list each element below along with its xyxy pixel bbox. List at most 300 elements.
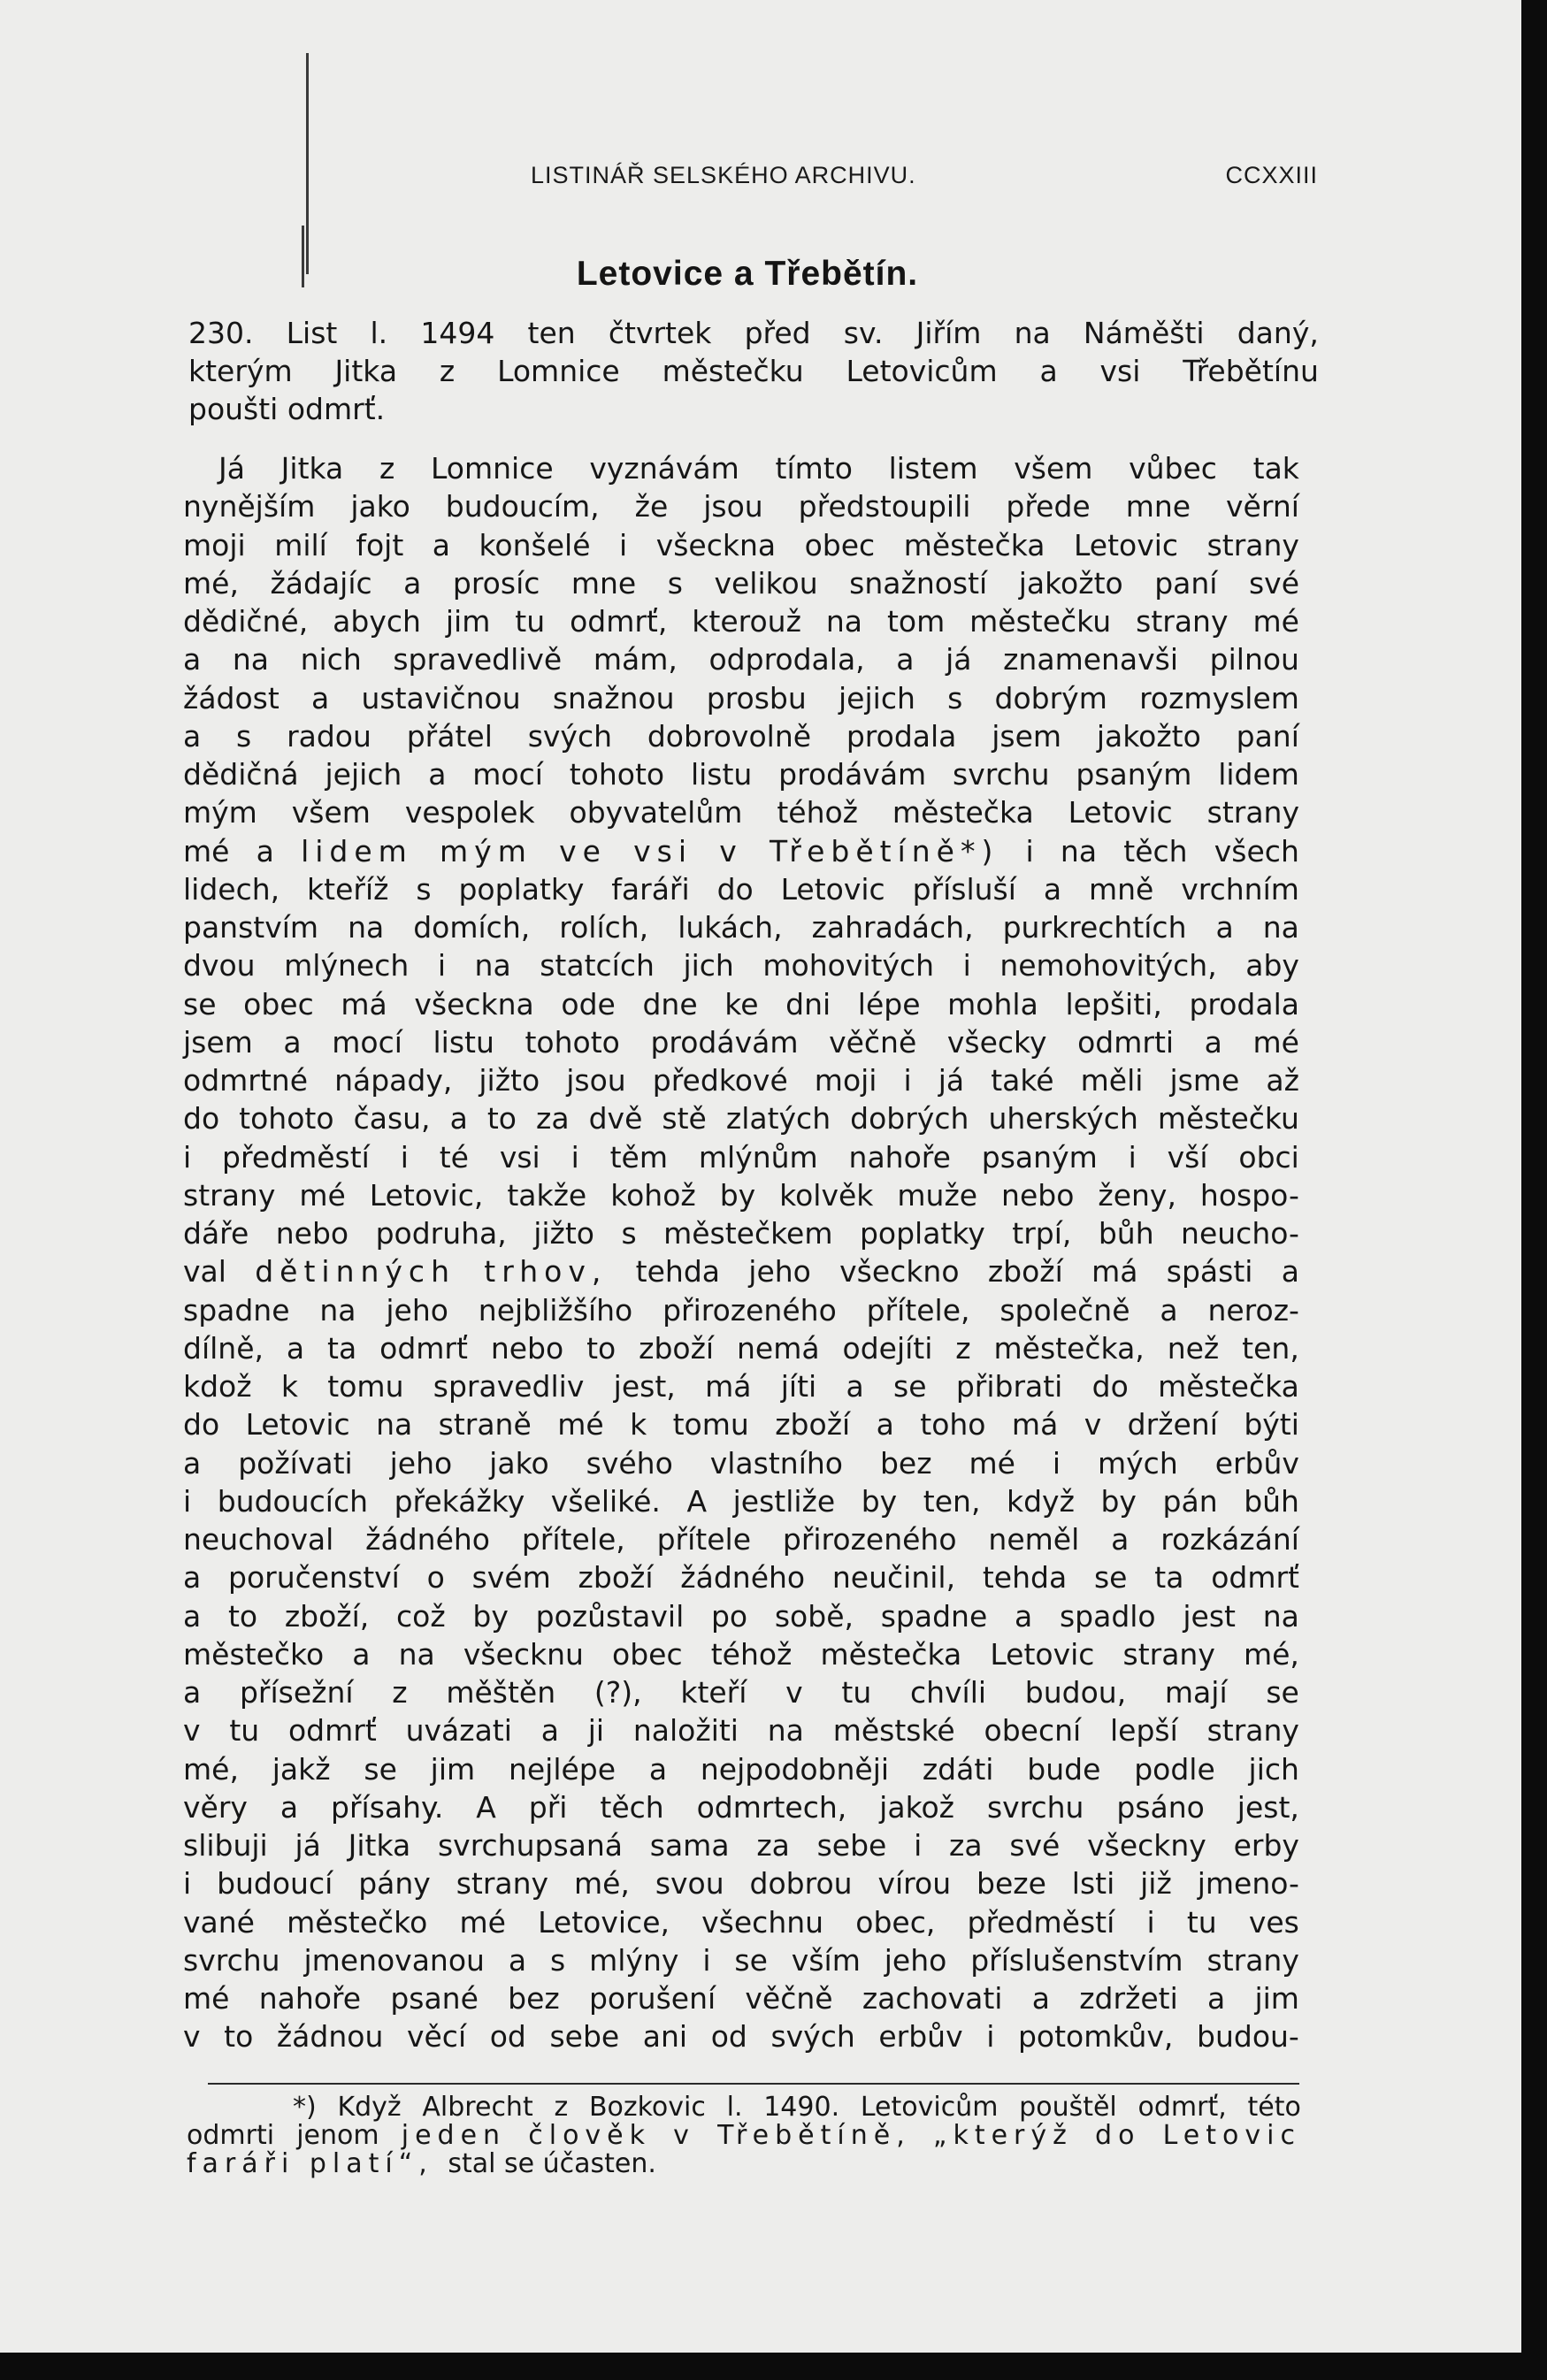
word: sama — [649, 1828, 730, 1863]
word: zlatých — [725, 1101, 831, 1136]
word: panstvím — [183, 910, 319, 945]
word: 1494 — [420, 316, 495, 350]
word: strany — [1122, 1636, 1215, 1672]
word: městečko — [183, 1636, 325, 1672]
word: l. — [370, 316, 388, 350]
word: se — [504, 2148, 543, 2179]
word: sebe — [816, 1828, 887, 1863]
word: i — [437, 948, 446, 983]
word: rolích, — [559, 910, 649, 945]
word: neučinil, — [831, 1560, 956, 1596]
word: obec, — [855, 1904, 936, 1940]
word: jako — [350, 489, 410, 524]
word: účasten. — [542, 2148, 656, 2179]
word: tohoto — [569, 757, 665, 792]
word: takže — [507, 1177, 587, 1213]
word: vespolek — [404, 795, 535, 830]
word: odmrť — [379, 1330, 468, 1366]
word: na — [1262, 910, 1299, 945]
word: do — [183, 1101, 220, 1136]
word: až — [1266, 1063, 1299, 1098]
word: předměstí — [967, 1904, 1115, 1940]
word: prodávám — [778, 757, 927, 792]
word: prodala — [846, 718, 957, 754]
word: v — [785, 1675, 803, 1710]
word: mé — [1252, 1024, 1299, 1060]
word: ji — [587, 1713, 605, 1749]
word: a — [1039, 354, 1058, 388]
word: jim — [1254, 1981, 1299, 2016]
word: odejíti — [842, 1330, 933, 1366]
word: milí — [274, 527, 327, 562]
word: své — [1009, 1828, 1061, 1863]
word: nemohovitých, — [999, 948, 1217, 983]
word: s — [236, 718, 252, 754]
word: 230. — [188, 316, 254, 350]
word: lukách, — [678, 910, 783, 945]
word: městečka — [903, 527, 1045, 562]
word: a — [311, 680, 330, 716]
word: tom — [886, 604, 946, 639]
word: kteříž — [307, 871, 389, 907]
word: člověk — [528, 2120, 652, 2151]
word: všecky — [946, 1024, 1047, 1060]
word: od — [710, 2019, 747, 2055]
word: dne — [642, 986, 698, 1022]
word: tu — [515, 604, 546, 639]
word: na — [348, 910, 385, 945]
word: a — [540, 1713, 559, 1749]
word: Letovicům — [860, 2092, 999, 2123]
word: těm — [609, 1139, 668, 1175]
word: mé, — [1243, 1636, 1299, 1672]
word: psané — [390, 1981, 479, 2016]
word: mým — [183, 795, 257, 830]
word: nebo — [275, 1216, 349, 1251]
word: když — [1007, 1483, 1075, 1519]
footnote-line — [187, 2150, 1301, 2178]
word: Jiřím — [915, 316, 982, 350]
word: měštěn — [446, 1675, 556, 1710]
word: na — [398, 1636, 435, 1672]
body-line — [183, 1711, 1299, 1749]
document-body — [183, 449, 1299, 2056]
word: pán — [1162, 1483, 1218, 1519]
word: příslušenstvím — [970, 1942, 1183, 1978]
word: ode — [561, 986, 616, 1022]
word: já — [946, 642, 972, 677]
word: tohoto — [239, 1101, 334, 1136]
word: mně — [1088, 871, 1154, 907]
word: to — [486, 1101, 517, 1136]
word: městečku — [662, 354, 804, 388]
word: ten — [527, 316, 576, 350]
word: faráři — [187, 2148, 310, 2179]
word: téhož — [777, 795, 858, 830]
word: na — [319, 1292, 356, 1328]
word: mocí — [332, 1024, 402, 1060]
word: nápady, — [334, 1063, 453, 1098]
word: i — [962, 948, 971, 983]
body-line — [183, 985, 1299, 1023]
word: odmrtech, — [696, 1789, 847, 1825]
word: uherských — [988, 1101, 1138, 1136]
word: v — [183, 1713, 201, 1749]
body-line — [183, 946, 1299, 984]
word: přísahy. — [331, 1789, 444, 1825]
word: tak — [1252, 451, 1299, 486]
word: poručenství — [228, 1560, 400, 1596]
word: přítele — [656, 1522, 752, 1557]
body-line — [183, 832, 1299, 870]
word: jsem — [183, 1024, 253, 1060]
word: do — [1095, 2120, 1141, 2151]
word: psaným — [1076, 757, 1192, 792]
word: Letovic — [1073, 527, 1179, 562]
word: listu — [433, 1024, 494, 1060]
word: i — [1025, 833, 1034, 869]
word: že — [634, 489, 669, 524]
word: vrchním — [1181, 871, 1299, 907]
word: mých — [1098, 1445, 1178, 1481]
word: beze — [976, 1866, 1046, 1902]
word: tu — [841, 1675, 872, 1710]
word: Lomnice — [497, 354, 620, 388]
word: na — [232, 642, 269, 677]
word: s — [947, 680, 963, 716]
word: obci — [1238, 1139, 1299, 1175]
word: vsi — [1099, 354, 1141, 388]
word: na — [474, 948, 511, 983]
footnote — [187, 2093, 1301, 2178]
word: erbův — [878, 2019, 963, 2055]
word: lidech, — [183, 871, 280, 907]
word: přirozeného — [662, 1292, 837, 1328]
word: dětinných — [255, 1254, 456, 1289]
word: a — [648, 1751, 668, 1787]
word: ves — [1248, 1904, 1299, 1940]
word: *) — [293, 2092, 317, 2123]
word: věčně — [745, 1981, 833, 2016]
word: snažnou — [552, 680, 675, 716]
word: odmrť — [287, 1713, 377, 1749]
word: rozkázání — [1160, 1522, 1299, 1557]
word: mocí — [472, 757, 543, 792]
word: a — [508, 1942, 527, 1978]
word: do — [1091, 1369, 1129, 1404]
word: mé, — [573, 1866, 630, 1902]
word: s — [550, 1942, 566, 1978]
word: i — [400, 1139, 409, 1175]
word: spadne — [183, 1292, 290, 1328]
word: času, — [353, 1101, 431, 1136]
word: z — [554, 2092, 569, 2123]
word: vírou — [877, 1866, 952, 1902]
word: obyvatelům — [569, 795, 743, 830]
word: jim — [445, 604, 491, 639]
word: odmrť, — [1137, 2092, 1227, 2123]
word: všechnu — [701, 1904, 824, 1940]
body-line — [183, 1597, 1299, 1635]
word: jenom — [296, 2120, 379, 2151]
word: lépe — [857, 986, 921, 1022]
word: i — [1146, 1904, 1155, 1940]
word: „kterýž — [932, 2120, 1073, 2151]
word: psáno — [1116, 1789, 1205, 1825]
word: uvázati — [405, 1713, 512, 1749]
word: přítele, — [521, 1522, 625, 1557]
word: i — [619, 527, 628, 562]
word: mé — [557, 1407, 604, 1443]
word: spadlo — [1059, 1598, 1156, 1634]
word: obec — [804, 527, 876, 562]
word: pilnou — [1209, 642, 1299, 677]
body-line — [183, 1291, 1299, 1329]
word: A — [476, 1789, 496, 1825]
word: Letovice, — [538, 1904, 670, 1940]
word: pány — [358, 1866, 431, 1902]
running-header — [531, 162, 1318, 189]
body-line — [183, 1864, 1299, 1902]
word: zboží — [639, 1330, 715, 1366]
word: přede — [1006, 489, 1091, 524]
word: nejpodobněji — [700, 1751, 890, 1787]
word: a — [183, 1675, 202, 1710]
word: nebo — [1001, 1177, 1075, 1213]
word: poplatky — [859, 1216, 985, 1251]
word: s — [667, 565, 683, 601]
word: tohoto — [525, 1024, 620, 1060]
word: obec — [612, 1636, 683, 1672]
word: muže — [897, 1177, 978, 1213]
word: Letovicům — [846, 354, 998, 388]
body-line — [183, 1138, 1299, 1176]
word: hospo- — [1199, 1177, 1299, 1213]
word: nejlépe — [508, 1751, 617, 1787]
word: spravedlivě — [393, 642, 563, 677]
word: svou — [655, 1866, 724, 1902]
word: sebe — [549, 2019, 620, 2055]
word: lepší — [1109, 1713, 1178, 1749]
word: Třebětíně, — [717, 2120, 911, 2151]
word: potomkův, — [1017, 2019, 1174, 2055]
word: neměl — [988, 1522, 1080, 1557]
body-line — [183, 1482, 1299, 1520]
word: Bozkovic — [588, 2092, 706, 2123]
word: Já — [218, 451, 245, 486]
word: stě — [662, 1101, 707, 1136]
word: ta — [1154, 1560, 1184, 1596]
word: překážky — [394, 1483, 525, 1519]
word: s — [416, 871, 432, 907]
word: a — [1204, 1024, 1222, 1060]
word: jsme — [1169, 1063, 1240, 1098]
word: jmeno- — [1197, 1866, 1299, 1902]
body-line — [183, 1979, 1299, 2017]
word: dni — [785, 986, 831, 1022]
body-line — [183, 564, 1299, 602]
page-number: CCXXIII — [1225, 162, 1318, 188]
word: předstoupili — [798, 489, 971, 524]
word: nahoře — [848, 1139, 951, 1175]
word: odprodala, — [708, 642, 865, 677]
word: a — [1014, 1598, 1033, 1634]
word: dvě — [588, 1101, 643, 1136]
word: a — [1111, 1522, 1130, 1557]
word: Lomnice — [431, 451, 554, 486]
word: poplatky — [458, 871, 585, 907]
word: a — [1207, 1981, 1226, 2016]
word: dobrých — [850, 1101, 969, 1136]
word: na — [1060, 833, 1098, 869]
word: předkové — [652, 1063, 788, 1098]
word: ustavičnou — [361, 680, 521, 716]
word: kterouž — [692, 604, 801, 639]
word: té — [439, 1139, 469, 1175]
word: budoucím, — [445, 489, 600, 524]
body-line — [183, 640, 1299, 678]
word: vsi — [633, 833, 693, 869]
word: jich — [683, 948, 734, 983]
word: se — [893, 1369, 927, 1404]
word: kdož — [183, 1369, 252, 1404]
word: dobrou — [749, 1866, 853, 1902]
word: vším — [791, 1942, 861, 1978]
word: lsti — [1071, 1866, 1115, 1902]
word: jakž — [272, 1751, 331, 1787]
word: od — [489, 2019, 526, 2055]
word: ve — [559, 833, 607, 869]
word: 1490. — [763, 2092, 840, 2123]
word: všeckna — [414, 986, 534, 1022]
word: se — [1266, 1675, 1299, 1710]
word: straně — [438, 1407, 532, 1443]
word: snažností — [849, 565, 988, 601]
word: zboží — [775, 1407, 851, 1443]
word: dědičná — [183, 757, 299, 792]
word: přirozeného — [782, 1522, 957, 1557]
word: daný, — [1237, 316, 1319, 350]
word: a — [403, 565, 422, 601]
word: tehda — [635, 1254, 720, 1289]
word: mohla — [947, 986, 1038, 1022]
word: strany — [1206, 1942, 1299, 1978]
word: má — [1091, 1254, 1138, 1289]
body-line — [183, 1176, 1299, 1214]
word: paní — [1154, 565, 1218, 601]
word: zachovati — [862, 1981, 1003, 2016]
word: jeho — [884, 1942, 947, 1978]
word: nebo — [490, 1330, 564, 1366]
word: obecní — [984, 1713, 1082, 1749]
word: budou, — [1024, 1675, 1127, 1710]
word: z — [955, 1330, 971, 1366]
word: nemá — [737, 1330, 820, 1366]
word: spravedliv — [433, 1369, 585, 1404]
word: městečka — [892, 795, 1034, 830]
word: při — [528, 1789, 568, 1825]
body-line — [183, 526, 1299, 564]
summary-line: poušti odmrť. — [188, 392, 386, 426]
word: odmrti — [187, 2120, 275, 2151]
word: dědičné, — [183, 604, 309, 639]
word: spásti — [1166, 1254, 1253, 1289]
word: jejich — [839, 680, 915, 716]
body-line — [183, 717, 1299, 755]
word: přísežní — [239, 1675, 354, 1710]
word: věrní — [1226, 489, 1299, 524]
word: to — [224, 2019, 254, 2055]
word: a — [1031, 1981, 1050, 2016]
word: městečka — [820, 1636, 962, 1672]
word: paní — [1236, 718, 1299, 754]
word: což — [396, 1598, 446, 1634]
word: jim — [430, 1751, 476, 1787]
word: městečkem — [663, 1216, 833, 1251]
word: žádost — [183, 680, 280, 716]
footnote-rule — [208, 2083, 1299, 2085]
word: jest — [1183, 1598, 1236, 1634]
word: svého — [586, 1445, 673, 1481]
word: vůbec — [1129, 451, 1217, 486]
word: mlýnům — [698, 1139, 818, 1175]
word: Letovic — [780, 871, 885, 907]
word: budou- — [1197, 2019, 1299, 2055]
word: jest, — [613, 1369, 676, 1404]
word: prodala — [1189, 986, 1299, 1022]
word: nich — [300, 642, 362, 677]
word: k — [630, 1407, 647, 1443]
word: nynějším — [183, 489, 316, 524]
word: a — [1043, 871, 1062, 907]
word: i — [914, 1828, 923, 1863]
word: svrchu — [986, 1789, 1084, 1825]
word: dobrým — [994, 680, 1107, 716]
word: porušení — [588, 1981, 716, 2016]
word: by — [861, 1483, 898, 1519]
word: jako — [489, 1445, 549, 1481]
body-line — [183, 1061, 1299, 1099]
word: na — [1262, 1598, 1299, 1634]
word: jíti — [780, 1369, 817, 1404]
word: městečku — [969, 604, 1112, 639]
word: žádného — [365, 1522, 490, 1557]
word: a — [183, 642, 202, 677]
word: prosíc — [452, 565, 540, 601]
word: všeckno — [839, 1254, 960, 1289]
word: rozmyslem — [1139, 680, 1299, 716]
word: a — [280, 1789, 299, 1825]
word: mé — [1252, 604, 1299, 639]
word: přísluší — [912, 871, 1016, 907]
word: to — [586, 1330, 617, 1366]
word: tu — [229, 1713, 260, 1749]
word: obec — [243, 986, 314, 1022]
word: erbův — [1214, 1445, 1299, 1481]
word: v — [1084, 1407, 1102, 1443]
word: bude — [1027, 1751, 1101, 1787]
word: jich — [1248, 1751, 1299, 1787]
word: těch — [1123, 833, 1188, 869]
running-title: LISTINÁŘ SELSKÉHO ARCHIVU. — [531, 162, 916, 188]
body-line — [183, 870, 1299, 908]
word: odmrtné — [183, 1063, 309, 1098]
word: bůh — [1244, 1483, 1299, 1519]
word: sobě, — [774, 1598, 854, 1634]
word: strany — [1206, 1713, 1299, 1749]
word: List — [286, 316, 338, 350]
word: před — [744, 316, 811, 350]
